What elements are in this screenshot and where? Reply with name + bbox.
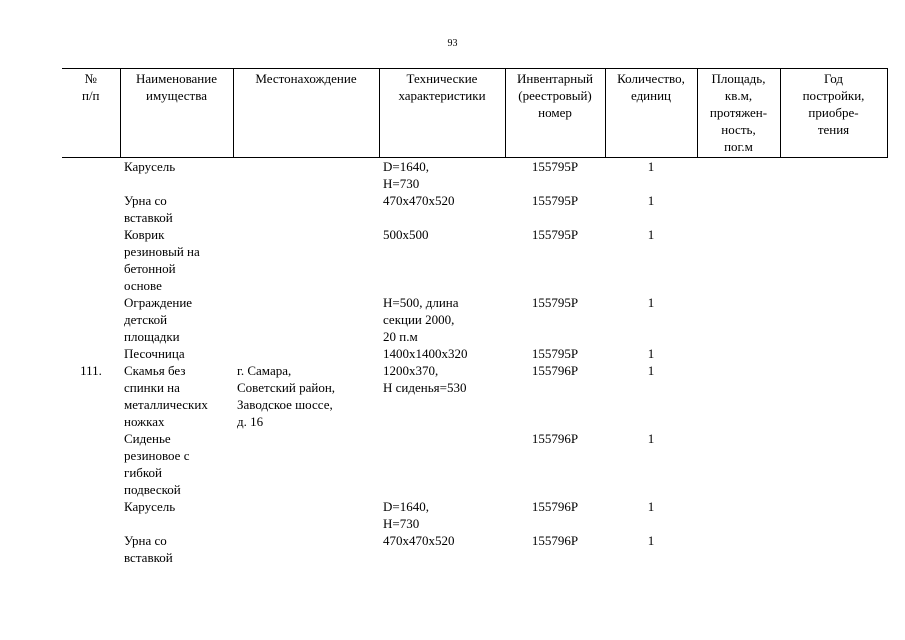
- table-row: [62, 192, 887, 226]
- item-name: Сиденье резиновое с гибкой подвеской: [124, 431, 190, 497]
- item-area: [697, 226, 780, 294]
- item-year: [780, 362, 887, 430]
- item-year: [780, 158, 887, 193]
- table-header-row: [62, 69, 887, 158]
- row-number: [62, 498, 120, 532]
- item-year: [780, 498, 887, 532]
- header-tech: Технические характеристики: [379, 69, 505, 158]
- item-inventory-number: 155795Р: [531, 159, 579, 174]
- item-area: [697, 192, 780, 226]
- item-location: [233, 345, 379, 362]
- row-number: [62, 294, 120, 345]
- item-tech-specs: 1200х370, Н сиденья=530: [383, 363, 467, 395]
- page-number: 93: [447, 38, 458, 49]
- item-tech-specs: 470х470х520: [383, 533, 455, 548]
- row-number: 111.: [80, 363, 102, 378]
- header-quantity: Количество, единиц: [605, 69, 697, 158]
- item-area: [697, 294, 780, 345]
- table-row: [62, 226, 887, 294]
- item-inventory-number: 155796Р: [531, 499, 579, 514]
- item-area: [697, 498, 780, 532]
- item-quantity: 1: [647, 346, 655, 361]
- item-name: Карусель: [124, 159, 176, 174]
- item-inventory-number: 155796Р: [531, 533, 579, 548]
- item-quantity: 1: [647, 227, 655, 242]
- item-year: [780, 226, 887, 294]
- table-row: [62, 430, 887, 498]
- item-year: [780, 294, 887, 345]
- item-name: Карусель: [124, 499, 176, 514]
- header-name: Наименование имущества: [120, 69, 233, 158]
- item-location: [233, 532, 379, 566]
- item-location: [233, 192, 379, 226]
- item-inventory-number: 155796Р: [531, 431, 579, 446]
- header-inventory: Инвентарный (реестровый) номер: [505, 69, 605, 158]
- table-row: [62, 498, 887, 532]
- item-location: [233, 430, 379, 498]
- item-tech-specs: Н=500, длина секции 2000, 20 п.м: [383, 295, 459, 344]
- row-number: [62, 226, 120, 294]
- item-inventory-number: 155795Р: [531, 295, 579, 310]
- item-inventory-number: 155795Р: [531, 193, 579, 208]
- row-number: [62, 532, 120, 566]
- item-year: [780, 532, 887, 566]
- table-row: [62, 362, 887, 430]
- item-area: [697, 532, 780, 566]
- item-tech-specs: 500х500: [383, 227, 429, 242]
- item-tech-specs: 1400х1400х320: [383, 346, 468, 361]
- table-row: [62, 532, 887, 566]
- item-area: [697, 345, 780, 362]
- item-area: [697, 430, 780, 498]
- row-number: [62, 192, 120, 226]
- item-quantity: 1: [647, 159, 655, 174]
- item-year: [780, 192, 887, 226]
- table-row: [62, 158, 887, 193]
- item-quantity: 1: [647, 533, 655, 548]
- item-quantity: 1: [647, 363, 655, 378]
- item-name: Урна со вставкой: [124, 193, 173, 225]
- item-tech-specs: D=1640, H=730: [383, 159, 429, 191]
- item-name: Коврик резиновый на бетонной основе: [124, 227, 200, 293]
- header-area: Площадь, кв.м, протяжен- ность, пог.м: [697, 69, 780, 158]
- item-quantity: 1: [647, 193, 655, 208]
- item-quantity: 1: [647, 431, 655, 446]
- table-body: [62, 158, 887, 567]
- row-number: [62, 430, 120, 498]
- item-year: [780, 430, 887, 498]
- item-quantity: 1: [647, 499, 655, 514]
- item-year: [780, 345, 887, 362]
- table-row: [62, 345, 887, 362]
- item-area: [697, 158, 780, 193]
- item-location: г. Самара, Советский район, Заводское шоссе, д. 16: [237, 363, 336, 429]
- item-location: [233, 226, 379, 294]
- item-location: [233, 498, 379, 532]
- item-location: [233, 158, 379, 193]
- item-inventory-number: 155795Р: [531, 346, 579, 361]
- item-location: [233, 294, 379, 345]
- property-table: [62, 68, 888, 566]
- item-name: Скамья без спинки на металлических ножках: [124, 363, 208, 429]
- item-name: Ограждение детской площадки: [124, 295, 193, 344]
- row-number: [62, 345, 120, 362]
- item-quantity: 1: [647, 295, 655, 310]
- header-num: № п/п: [62, 69, 120, 158]
- table-row: [62, 294, 887, 345]
- row-number: [62, 158, 120, 193]
- header-year: Год постройки, приобре- тения: [780, 69, 887, 158]
- item-name: Урна со вставкой: [124, 533, 173, 565]
- item-inventory-number: 155796Р: [531, 363, 579, 378]
- item-tech-specs: [379, 430, 505, 498]
- header-location: Местонахождение: [233, 69, 379, 158]
- item-name: Песочница: [124, 346, 185, 361]
- item-tech-specs: 470х470х520: [383, 193, 455, 208]
- item-area: [697, 362, 780, 430]
- item-inventory-number: 155795Р: [531, 227, 579, 242]
- item-tech-specs: D=1640, H=730: [383, 499, 429, 531]
